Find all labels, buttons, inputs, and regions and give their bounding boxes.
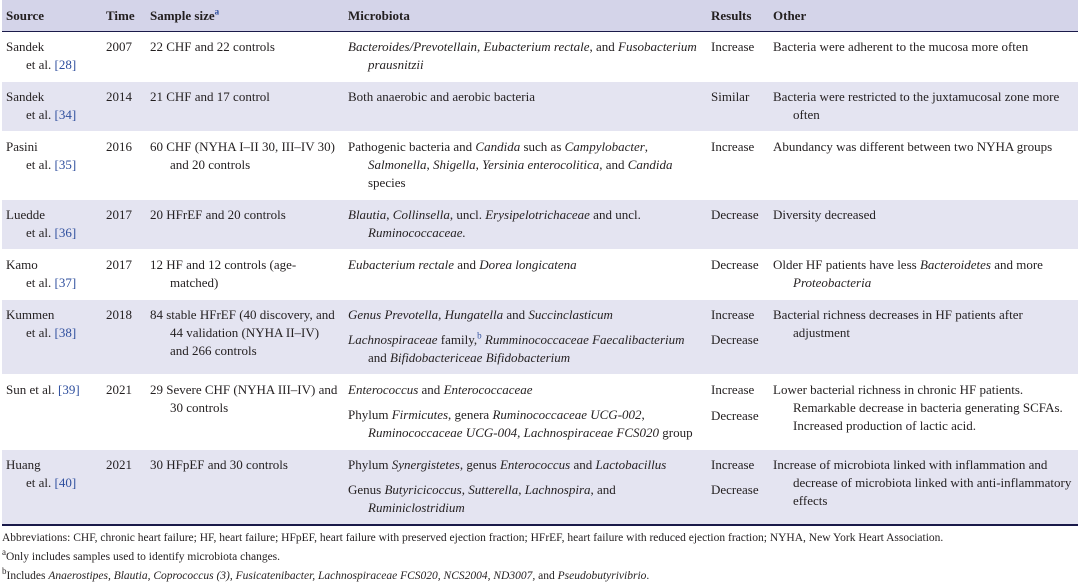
cell-time: 2007 (106, 39, 132, 54)
cell-result: Similar (711, 89, 750, 104)
cell-time: 2017 (106, 207, 132, 222)
cell-source: Sandek et al. [34] (6, 89, 77, 122)
cell-sample: 29 Severe CHF (NYHA III–IV) and 30 controls (150, 382, 338, 415)
cell-source: Luedde et al. [36] (6, 207, 77, 240)
cell-microbiota: Phylum Synergistetes, genus Enterococcus and Lactobacillus Genus Butyricicoccus, Sutterella, Lachnospira, and Ruminiclostridium (348, 457, 667, 515)
cell-result: Increase Decrease (711, 307, 759, 347)
cell-other: Bacterial richness decreases in HF patients after adjustment (773, 307, 1023, 340)
cell-microbiota: Blautia, Collinsella, uncl. Erysipelotrichaceae and uncl. Ruminococcaceae. (348, 207, 641, 240)
cell-other: Increase of microbiota linked with inflammation and decrease of microbiota linked with anti-inflammatory effects (773, 457, 1072, 508)
header-source: Source (6, 8, 45, 23)
cell-source: Kamo et al. [37] (6, 257, 77, 290)
reference-link[interactable]: [35] (54, 157, 77, 172)
reference-link[interactable]: [36] (54, 225, 77, 240)
cell-time: 2017 (106, 257, 132, 272)
cell-result: Increase (711, 139, 755, 154)
cell-source: Sandek et al. [28] (6, 39, 77, 72)
cell-sample: 84 stable HFrEF (40 discovery, and 44 validation (NYHA II–IV) and 266 controls (150, 307, 335, 358)
cell-microbiota: Eubacterium rectale and Dorea longicatena (348, 257, 577, 272)
header-microbiota: Microbiota (348, 8, 410, 23)
cell-microbiota: Enterococcus and Enterococcaceae Phylum Firmicutes, genera Ruminococcaceae UCG-002, Ruminococcaceae UCG-004, Lachnospiraceae FCS020 group (348, 382, 693, 440)
cell-microbiota: Genus Prevotella, Hungatella and Succinclasticum Lachnospiraceae family,$^b$ Rumminococcaceae Faecalibacterium and Bifidobactericeae Bifidobacterium (348, 307, 685, 365)
table-row (2, 450, 1078, 526)
microbiota-table (2, 0, 1078, 526)
footnote-a: $^a$Only includes samples used to identify microbiota changes. (2, 547, 281, 563)
table-row (2, 132, 1078, 200)
footnote-abbreviations: Abbreviations: CHF, chronic heart failure; HF, heart failure; HFpEF, heart failure with preserved ejection fraction; HFrEF, heart failure with reduced ejection fraction; NYHA, New York Heart Association. (2, 532, 944, 544)
cell-time: 2018 (106, 307, 132, 322)
cell-result: Increase Decrease (711, 457, 759, 497)
cell-sample: 21 CHF and 17 control (150, 89, 270, 104)
cell-source: Pasini et al. [35] (6, 139, 77, 172)
header-row (2, 0, 1078, 32)
table-row (2, 82, 1078, 132)
cell-source: Sun et al. [39] (6, 382, 80, 397)
reference-link[interactable]: [34] (54, 107, 77, 122)
reference-link[interactable]: [28] (54, 57, 77, 72)
table-row (2, 300, 1078, 375)
cell-result: Increase Decrease (711, 382, 759, 423)
cell-other: Older HF patients have less Bacteroidetes and more Proteobacteria (773, 257, 1043, 290)
cell-sample: 30 HFpEF and 30 controls (150, 457, 288, 472)
cell-sample: 20 HFrEF and 20 controls (150, 207, 286, 222)
cell-microbiota: Pathogenic bacteria and Candida such as Campylobacter, Salmonella, Shigella, Yersinia enterocolitica, and Candida species (348, 139, 673, 190)
cell-result: Decrease (711, 257, 759, 272)
cell-microbiota: Both anaerobic and aerobic bacteria (348, 89, 535, 104)
table-row (2, 32, 1078, 82)
cell-other: Diversity decreased (773, 207, 876, 222)
header-results: Results (711, 8, 752, 23)
footnote-marker-b: b (477, 330, 482, 341)
footnote-marker-a: a (214, 6, 220, 17)
cell-other: Lower bacterial richness in chronic HF patients. Remarkable decrease in bacteria generating SCFAs. Increased production of lactic acid. (773, 382, 1063, 433)
cell-source: Huang et al. [40] (6, 457, 77, 490)
table-row (2, 375, 1078, 450)
cell-result: Decrease (711, 207, 759, 222)
reference-link[interactable]: [39] (58, 382, 80, 397)
cell-time: 2016 (106, 139, 132, 154)
cell-time: 2021 (106, 457, 132, 472)
table-footnotes (0, 530, 1080, 584)
cell-time: 2021 (106, 382, 132, 397)
cell-sample: 22 CHF and 22 controls (150, 39, 275, 54)
cell-sample: 60 CHF (NYHA I–II 30, III–IV 30) and 20 controls (150, 139, 335, 172)
reference-link[interactable]: [38] (54, 325, 77, 340)
reference-link[interactable]: [40] (54, 475, 77, 490)
cell-result: Increase (711, 39, 755, 54)
footnote-b: $^b$Includes Anaerostipes, Blautia, Coprococcus (3), Fusicatenibacter, Lachnospiraceae FCS020, NCS2004, ND3007, and Pseudobutyrivibrio. (2, 566, 650, 582)
table-row (2, 250, 1078, 300)
cell-sample: 12 HF and 12 controls (age-matched) (150, 257, 297, 290)
header-other: Other (773, 8, 807, 23)
cell-source: Kummen et al. [38] (6, 307, 77, 340)
cell-other: Abundancy was different between two NYHA groups (773, 139, 1053, 154)
table-row (2, 200, 1078, 250)
reference-link[interactable]: [37] (54, 275, 77, 290)
header-time: Time (106, 8, 135, 23)
cell-time: 2014 (106, 89, 132, 104)
cell-other: Bacteria were restricted to the juxtamucosal zone more often (773, 89, 1060, 122)
header-sample-size: Sample size$^a$ (150, 6, 220, 23)
cell-other: Bacteria were adherent to the mucosa more often (773, 39, 1029, 54)
cell-microbiota: Bacteroides/Prevotellain, Eubacterium rectale, and Fusobacterium prausnitzii (348, 39, 697, 72)
